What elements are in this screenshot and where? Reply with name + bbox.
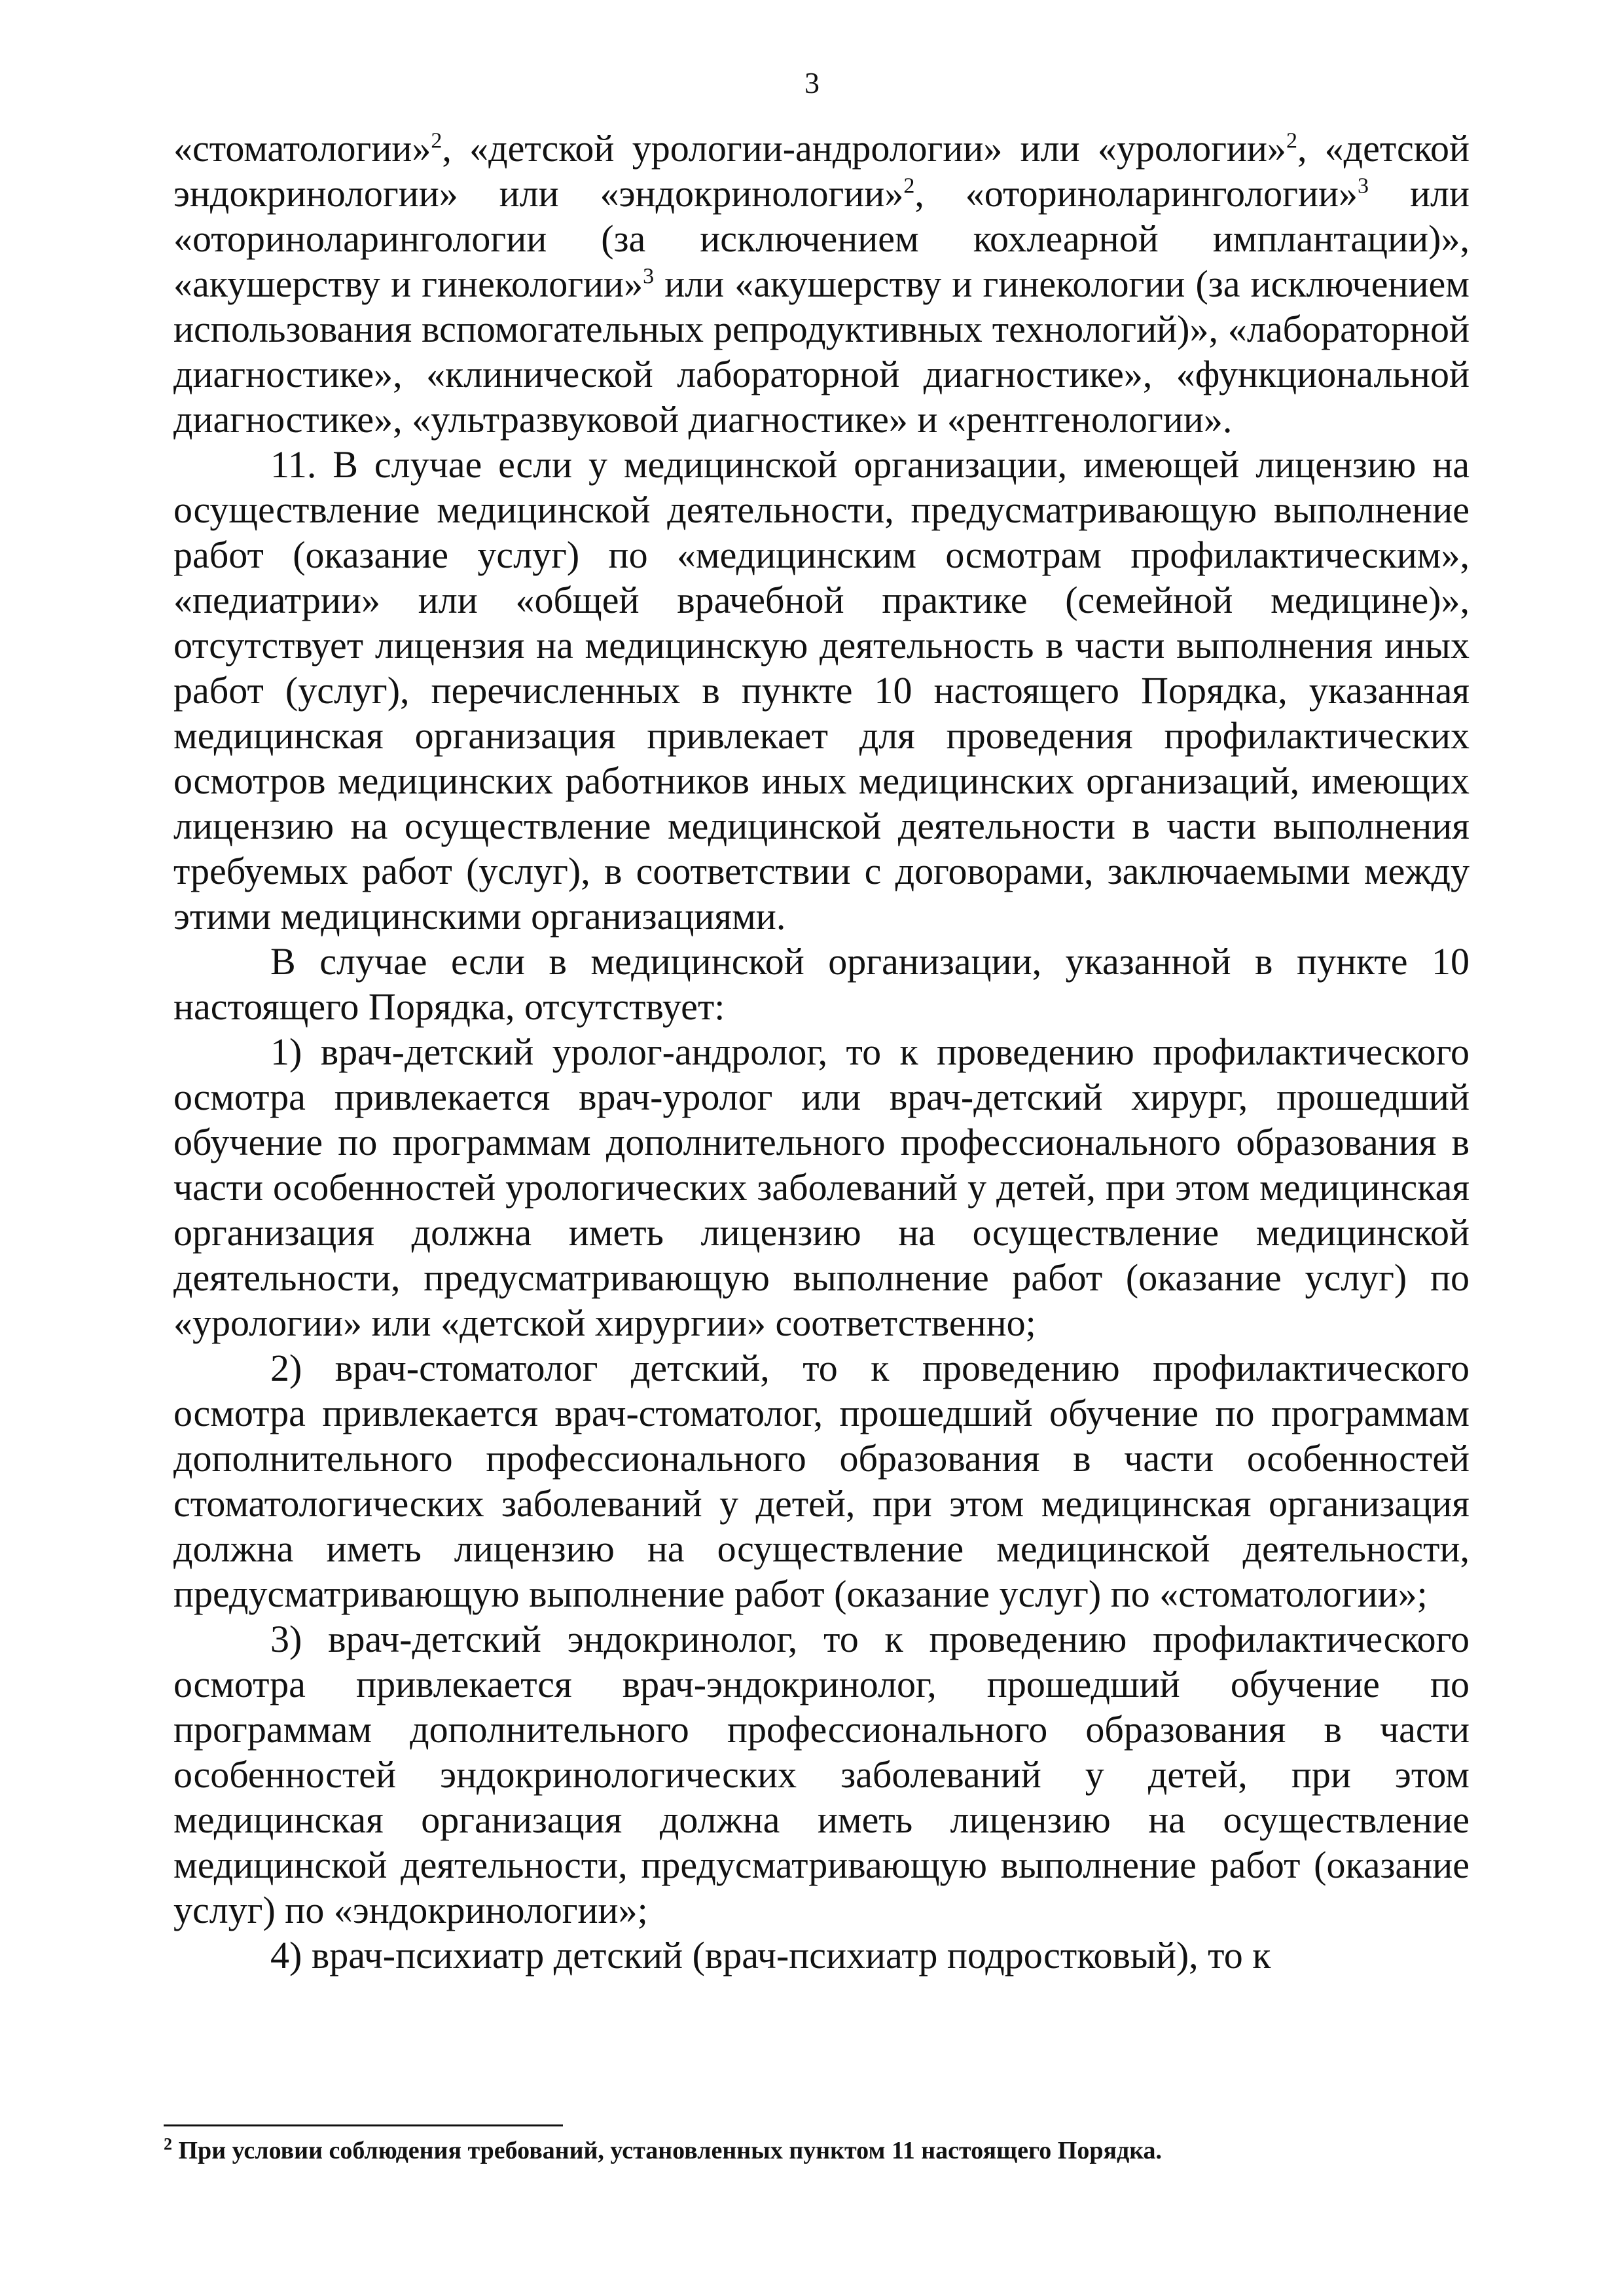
- footnote-reference: 2: [431, 128, 442, 153]
- paragraph-text: , «оториноларингологии»: [914, 172, 1358, 215]
- paragraph-5: [173, 1345, 1470, 1616]
- paragraph-text: 1) врач-детский уролог-андролог, то к проведению профилактического осмотра привлекается врач-уролог или врач-детский хирург, прошедший обучение по программам дополнительного профессионального образования в части особенностей урологических заболеваний у детей, при этом медицинская организация должна иметь лицензию на осуществление медицинской деятельности, предусматривающую выполнение работ (оказание услуг) по «урологии» или «детской хирургии» соответственно;: [173, 1030, 1470, 1344]
- footnote-divider: [164, 2124, 563, 2126]
- footnote-reference: 2: [1286, 128, 1297, 153]
- paragraph-text: 2) врач-стоматолог детский, то к проведению профилактического осмотра привлекается врач-стоматолог, прошедший обучение по программам дополнительного профессионального образования в части особенностей стоматологических заболеваний у детей, при этом медицинская организация должна иметь лицензию на осуществление медицинской деятельности, предусматривающую выполнение работ (оказание услуг) по «стоматологии»;: [173, 1347, 1470, 1615]
- paragraph-6: [173, 1616, 1470, 1933]
- paragraph-3: [173, 939, 1470, 1029]
- footnote-text: При условии соблюдения требований, установленных пунктом 11 настоящего Порядка.: [172, 2137, 1163, 2164]
- paragraph-text: В случае если в медицинской организации, указанной в пункте 10 настоящего Порядка, отсутствует:: [173, 940, 1470, 1028]
- page-number: 3: [804, 66, 820, 100]
- paragraph-text: 4) врач-психиатр детский (врач-психиатр подростковый), то к: [270, 1934, 1271, 1977]
- footnote-reference: 2: [903, 173, 915, 198]
- footnote-marker: 2: [164, 2134, 172, 2154]
- paragraph-text: 11. В случае если у медицинской организации, имеющей лицензию на осуществление медицинской деятельности, предусматривающую выполнение работ (оказание услуг) по «медицинским осмотрам профилактическим», «педиатрии» или «общей врачебной практике (семейной медицине)», отсутствует лицензия на медицинскую деятельность в части выполнения иных работ (услуг), перечисленных в пункте 10 настоящего Порядка, указанная медицинская организация привлекает для проведения профилактических осмотров медицинских работников иных медицинских организаций, имеющих лицензию на осуществление медицинской деятельности в части выполнения требуемых работ (услуг), в соответствии с договорами, заключаемыми между этими медицинскими организациями.: [173, 443, 1470, 938]
- paragraph-2: [173, 442, 1470, 939]
- paragraph-4: [173, 1029, 1470, 1345]
- paragraph-1: [173, 126, 1470, 442]
- paragraph-text: 3) врач-детский эндокринолог, то к проведению профилактического осмотра привлекается врач-эндокринолог, прошедший обучение по программам дополнительного профессионального образования в части особенностей эндокринологических заболеваний у детей, при этом медицинская организация должна иметь лицензию на осуществление медицинской деятельности, предусматривающую выполнение работ (оказание услуг) по «эндокринологии»;: [173, 1618, 1470, 1931]
- paragraph-text: , «детской эндокринологии» или «эндокринологии»: [173, 127, 1470, 215]
- document-body: [173, 126, 1470, 1978]
- footnote-reference: 3: [643, 264, 655, 289]
- footnote: [164, 2136, 1473, 2166]
- paragraph-text: «стоматологии»: [173, 127, 431, 170]
- paragraph-text: или «акушерству и гинекологии (за исключением использования вспомогательных репродуктивных технологий)», «лабораторной диагностике», «клинической лабораторной диагностике», «функциональной диагностике», «ультразвуковой диагностике» и «рентгенологии».: [173, 263, 1470, 441]
- paragraph-7: [173, 1933, 1470, 1978]
- paragraph-text: , «детской урологии-андрологии» или «урологии»: [442, 127, 1286, 170]
- paragraph-text: или «оториноларингологии (за исключением кохлеарной имплантации)», «акушерству и гинекологии»: [173, 172, 1470, 305]
- footnote-reference: 3: [1358, 173, 1369, 198]
